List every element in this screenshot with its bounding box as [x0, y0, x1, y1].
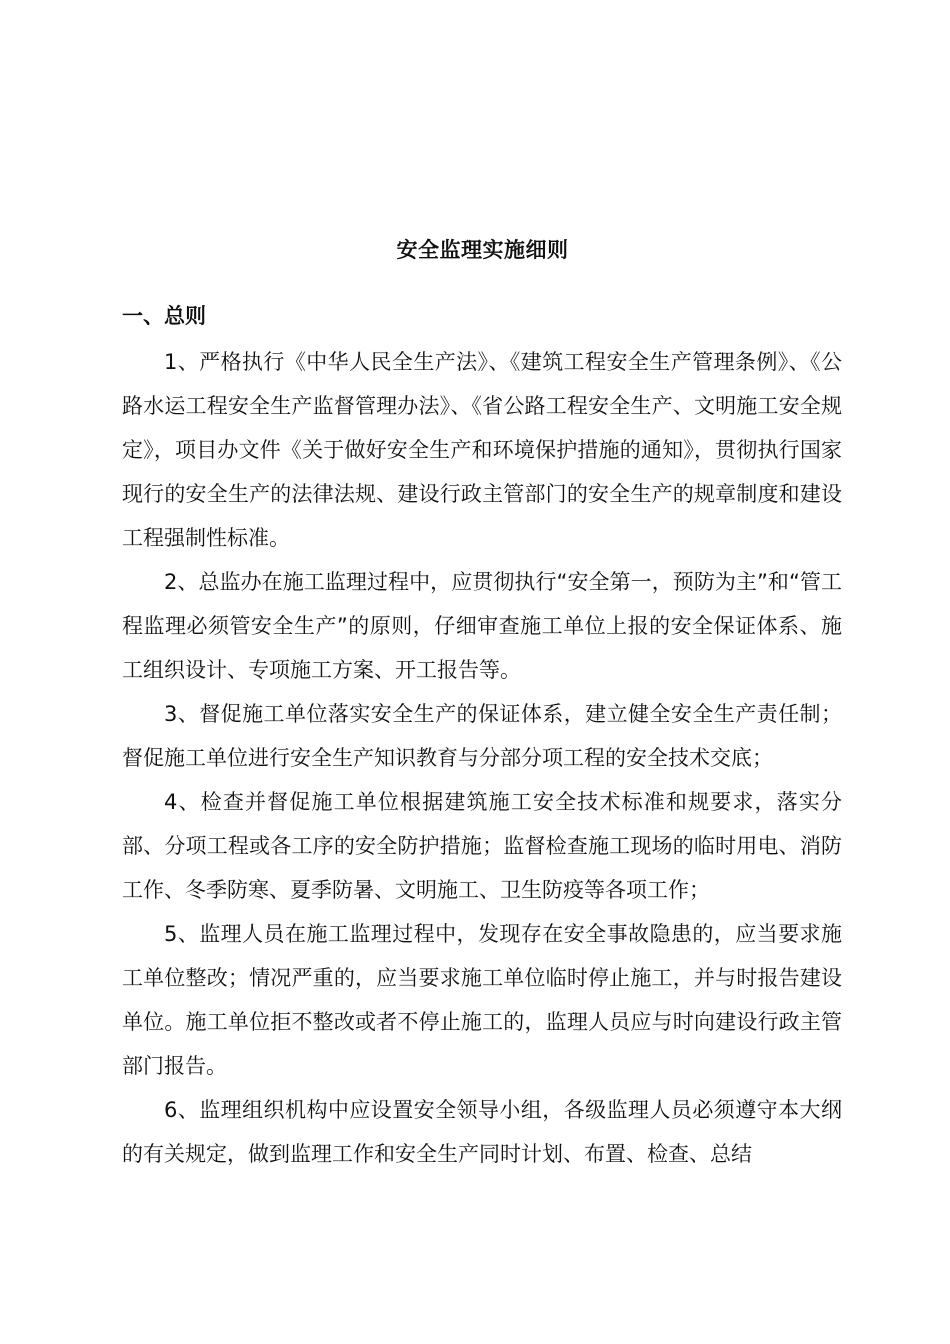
paragraph-4: 4、检查并督促施工单位根据建筑施工安全技术标准和规要求，落实分部、分项工程或各工序的安全防护措施；监督检查施工现场的临时用电、消防工作、冬季防寒、夏季防暑、文明施工、卫生防疫等各项工作；: [122, 790, 842, 902]
document-title: 安全监理实施细则: [396, 238, 569, 262]
paragraph-6: 6、监理组织机构中应设置安全领导小组，各级监理人员必须遵守本大纲的有关规定，做到监理工作和安全生产同时计划、布置、检查、总结: [122, 1098, 842, 1166]
paragraph-5: 5、监理人员在施工监理过程中，发现存在安全事故隐患的，应当要求施工单位整改；情况严重的，应当要求施工单位临时停止施工，并与时报告建设单位。施工单位拒不整改或者不停止施工的，监理人员应与时向建设行政主管部门报告。: [122, 922, 842, 1078]
document-body: [122, 340, 842, 1176]
paragraph-1: 1、严格执行《中华人民全生产法》、《建筑工程安全生产管理条例》、《公路水运工程安全生产监督管理办法》、《省公路工程安全生产、文明施工安全规定》，项目办文件《关于做好安全生产和环境保护措施的通知》，贯彻执行国家现行的安全生产的法律法规、建设行政主管部门的安全生产的规章制度和建设工程强制性标准。: [122, 350, 842, 550]
paragraph-2: 2、总监办在施工监理过程中，应贯彻执行“安全第一，预防为主”和“管工程监理必须管安全生产”的原则，仔细审查施工单位上报的安全保证体系、施工组织设计、专项施工方案、开工报告等。: [122, 570, 842, 682]
paragraph-3: 3、督促施工单位落实安全生产的保证体系，建立健全安全生产责任制； 督促施工单位进行安全生产知识教育与分部分项工程的安全技术交底；: [122, 702, 842, 770]
section-heading: 一、总则: [122, 304, 206, 328]
